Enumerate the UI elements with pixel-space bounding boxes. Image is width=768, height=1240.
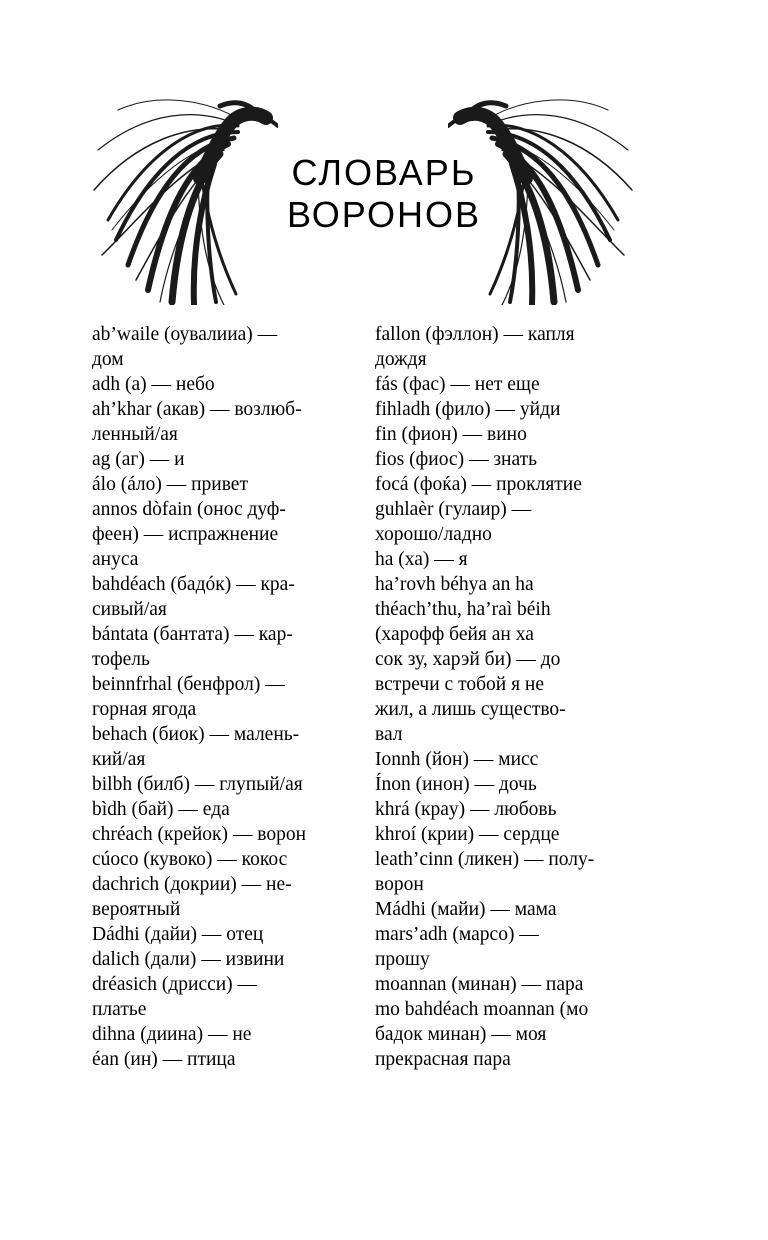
glossary-entry-line: fin (фион) — вино (375, 424, 527, 445)
glossary-entry (375, 747, 665, 772)
glossary-entry-line: Dádhi (дайи) — отец (92, 924, 264, 945)
glossary-entry (375, 572, 665, 747)
glossary-entry-line: Ionnh (йон) — мисс (375, 749, 539, 770)
glossary-entry (375, 972, 665, 997)
glossary-entry-line: ab’waile (оувалииа) — (92, 324, 278, 345)
glossary-entry-line: dachrich (докрии) — не- (92, 874, 292, 895)
glossary-entry-line: Mádhi (майи) — мама (375, 899, 557, 920)
glossary-entry-line: focá (фоќа) — проклятие (375, 474, 582, 495)
glossary-entry (375, 922, 665, 972)
glossary-entry-line: платье (92, 999, 147, 1020)
glossary-entry-line: khrá (краy) — любовь (375, 799, 557, 820)
glossary-entry-line: álo (áло) — привет (92, 474, 248, 495)
chapter-header (0, 0, 768, 320)
glossary-entry-line: fihladh (фило) — уйди (375, 399, 561, 420)
glossary-entry-line: mars’adh (марсо) — (375, 924, 539, 945)
glossary-entry-line: khroí (крии) — сердце (375, 824, 560, 845)
glossary-entry-line: прошу (375, 949, 430, 970)
glossary-entry-line: ha (ха) — я (375, 549, 468, 570)
glossary-entry-line: bántata (бантата) — кар- (92, 624, 293, 645)
glossary-entry (375, 497, 665, 547)
glossary-entry-line: горная ягода (92, 699, 197, 720)
title-line-2: ВОРОНОВ (286, 194, 482, 235)
glossary-entry (92, 572, 382, 622)
glossary-entry-line: fás (фас) — нет еще (375, 374, 540, 395)
glossary-entry-line: тофель (92, 649, 150, 670)
title-line-1: СЛОВАРЬ (291, 152, 477, 193)
glossary-entry-line: fios (фиос) — знать (375, 449, 538, 470)
glossary-entry-line: dihna (диина) — не (92, 1024, 252, 1045)
glossary-entry-line: бадок минан) — моя (375, 1024, 547, 1045)
glossary-entry-line: leath’cinn (ликен) — полу- (375, 849, 595, 870)
glossary-entry-line: bìdh (бай) — еда (92, 799, 230, 820)
glossary-entry-line: прекрасная пара (375, 1049, 511, 1070)
glossary-entry-line: дождя (375, 349, 427, 370)
glossary-entry (92, 372, 382, 397)
glossary-entry (375, 797, 665, 822)
glossary-entry-line: dalich (дали) — извини (92, 949, 285, 970)
glossary-entry-line: ленный/ая (92, 424, 178, 445)
glossary-entry (92, 1047, 382, 1072)
glossary-entry-line: moannan (минан) — пара (375, 974, 584, 995)
glossary-entry (92, 672, 382, 722)
glossary-entry-line: феен) — испражнение (92, 524, 279, 545)
glossary-entry-line: хорошо/ладно (375, 524, 492, 545)
glossary-entry-line: жил, а лишь существо- (375, 699, 566, 720)
glossary-entry (92, 947, 382, 972)
glossary-entry (375, 897, 665, 922)
glossary-entry (375, 322, 665, 372)
glossary-entry (92, 472, 382, 497)
glossary-entry-line: вал (375, 724, 403, 745)
glossary-entry (375, 847, 665, 897)
glossary-entry (92, 1022, 382, 1047)
glossary-entry-line: mo bahdéach moannan (мо (375, 999, 589, 1020)
glossary-entry-line: кий/ая (92, 749, 146, 770)
glossary-entry (92, 497, 382, 572)
glossary-entry-line: annos dòfain (онос дуф- (92, 499, 286, 520)
glossary-entry-line: chréach (крейок) — ворон (92, 824, 307, 845)
glossary-entry (375, 547, 665, 572)
glossary-entry (375, 372, 665, 397)
glossary-entry (375, 772, 665, 797)
glossary-entry (92, 797, 382, 822)
glossary-column-right (375, 322, 665, 1072)
glossary-entry (92, 772, 382, 797)
glossary-entry-line: вероятный (92, 899, 181, 920)
glossary-entry-line: dréasich (дрисси) — (92, 974, 258, 995)
glossary-entry (92, 822, 382, 847)
glossary-entry-line: ануса (92, 549, 139, 570)
glossary-entry-line: сок зу, харэй би) — до (375, 649, 561, 670)
glossary-entry-line: встречи с тобой я не (375, 674, 545, 695)
glossary-entry-line: (харофф бейя ан ха (375, 624, 534, 645)
glossary-entry (375, 447, 665, 472)
glossary-entry (375, 397, 665, 422)
glossary-entry-line: ag (аг) — и (92, 449, 185, 470)
glossary-column-left (92, 322, 382, 1072)
glossary-entry (92, 922, 382, 947)
glossary-entry-line: éan (ин) — птица (92, 1049, 236, 1070)
glossary-entry-line: ha’rovh béhya an ha (375, 574, 534, 595)
glossary-entry-line: bilbh (билб) — глупый/ая (92, 774, 303, 795)
glossary-entry-line: cúoco (кувоко) — кокос (92, 849, 288, 870)
glossary-entry-line: beinnfrhal (бенфрол) — (92, 674, 285, 695)
glossary-entry (92, 847, 382, 872)
glossary-entry (92, 722, 382, 772)
glossary-entry-line: guhlaèr (гулаир) — (375, 499, 532, 520)
glossary-entry (375, 997, 665, 1072)
glossary-entry (92, 322, 382, 372)
glossary-entry-line: сивый/ая (92, 599, 167, 620)
glossary-entry-line: behach (биок) — малень- (92, 724, 300, 745)
glossary-entry-line: adh (а) — небо (92, 374, 215, 395)
page-title (0, 152, 768, 236)
glossary-entry-line: дом (92, 349, 124, 370)
glossary-entry-line: théach’thu, ha’raì béih (375, 599, 551, 620)
glossary-entry (375, 822, 665, 847)
glossary-entry (375, 422, 665, 447)
glossary-entry (92, 622, 382, 672)
glossary-entry-line: fallon (фэллон) — капля (375, 324, 575, 345)
glossary-entry-line: bahdéach (бадóк) — кра- (92, 574, 295, 595)
glossary-entry (375, 472, 665, 497)
glossary-entry (92, 972, 382, 1022)
glossary-entry-line: ah’khar (акав) — возлюб- (92, 399, 302, 420)
glossary-entry (92, 872, 382, 922)
glossary-entry (92, 397, 382, 447)
glossary-entry (92, 447, 382, 472)
glossary-entry-line: Ínon (инон) — дочь (375, 774, 537, 795)
glossary-entry-line: ворон (375, 874, 424, 895)
